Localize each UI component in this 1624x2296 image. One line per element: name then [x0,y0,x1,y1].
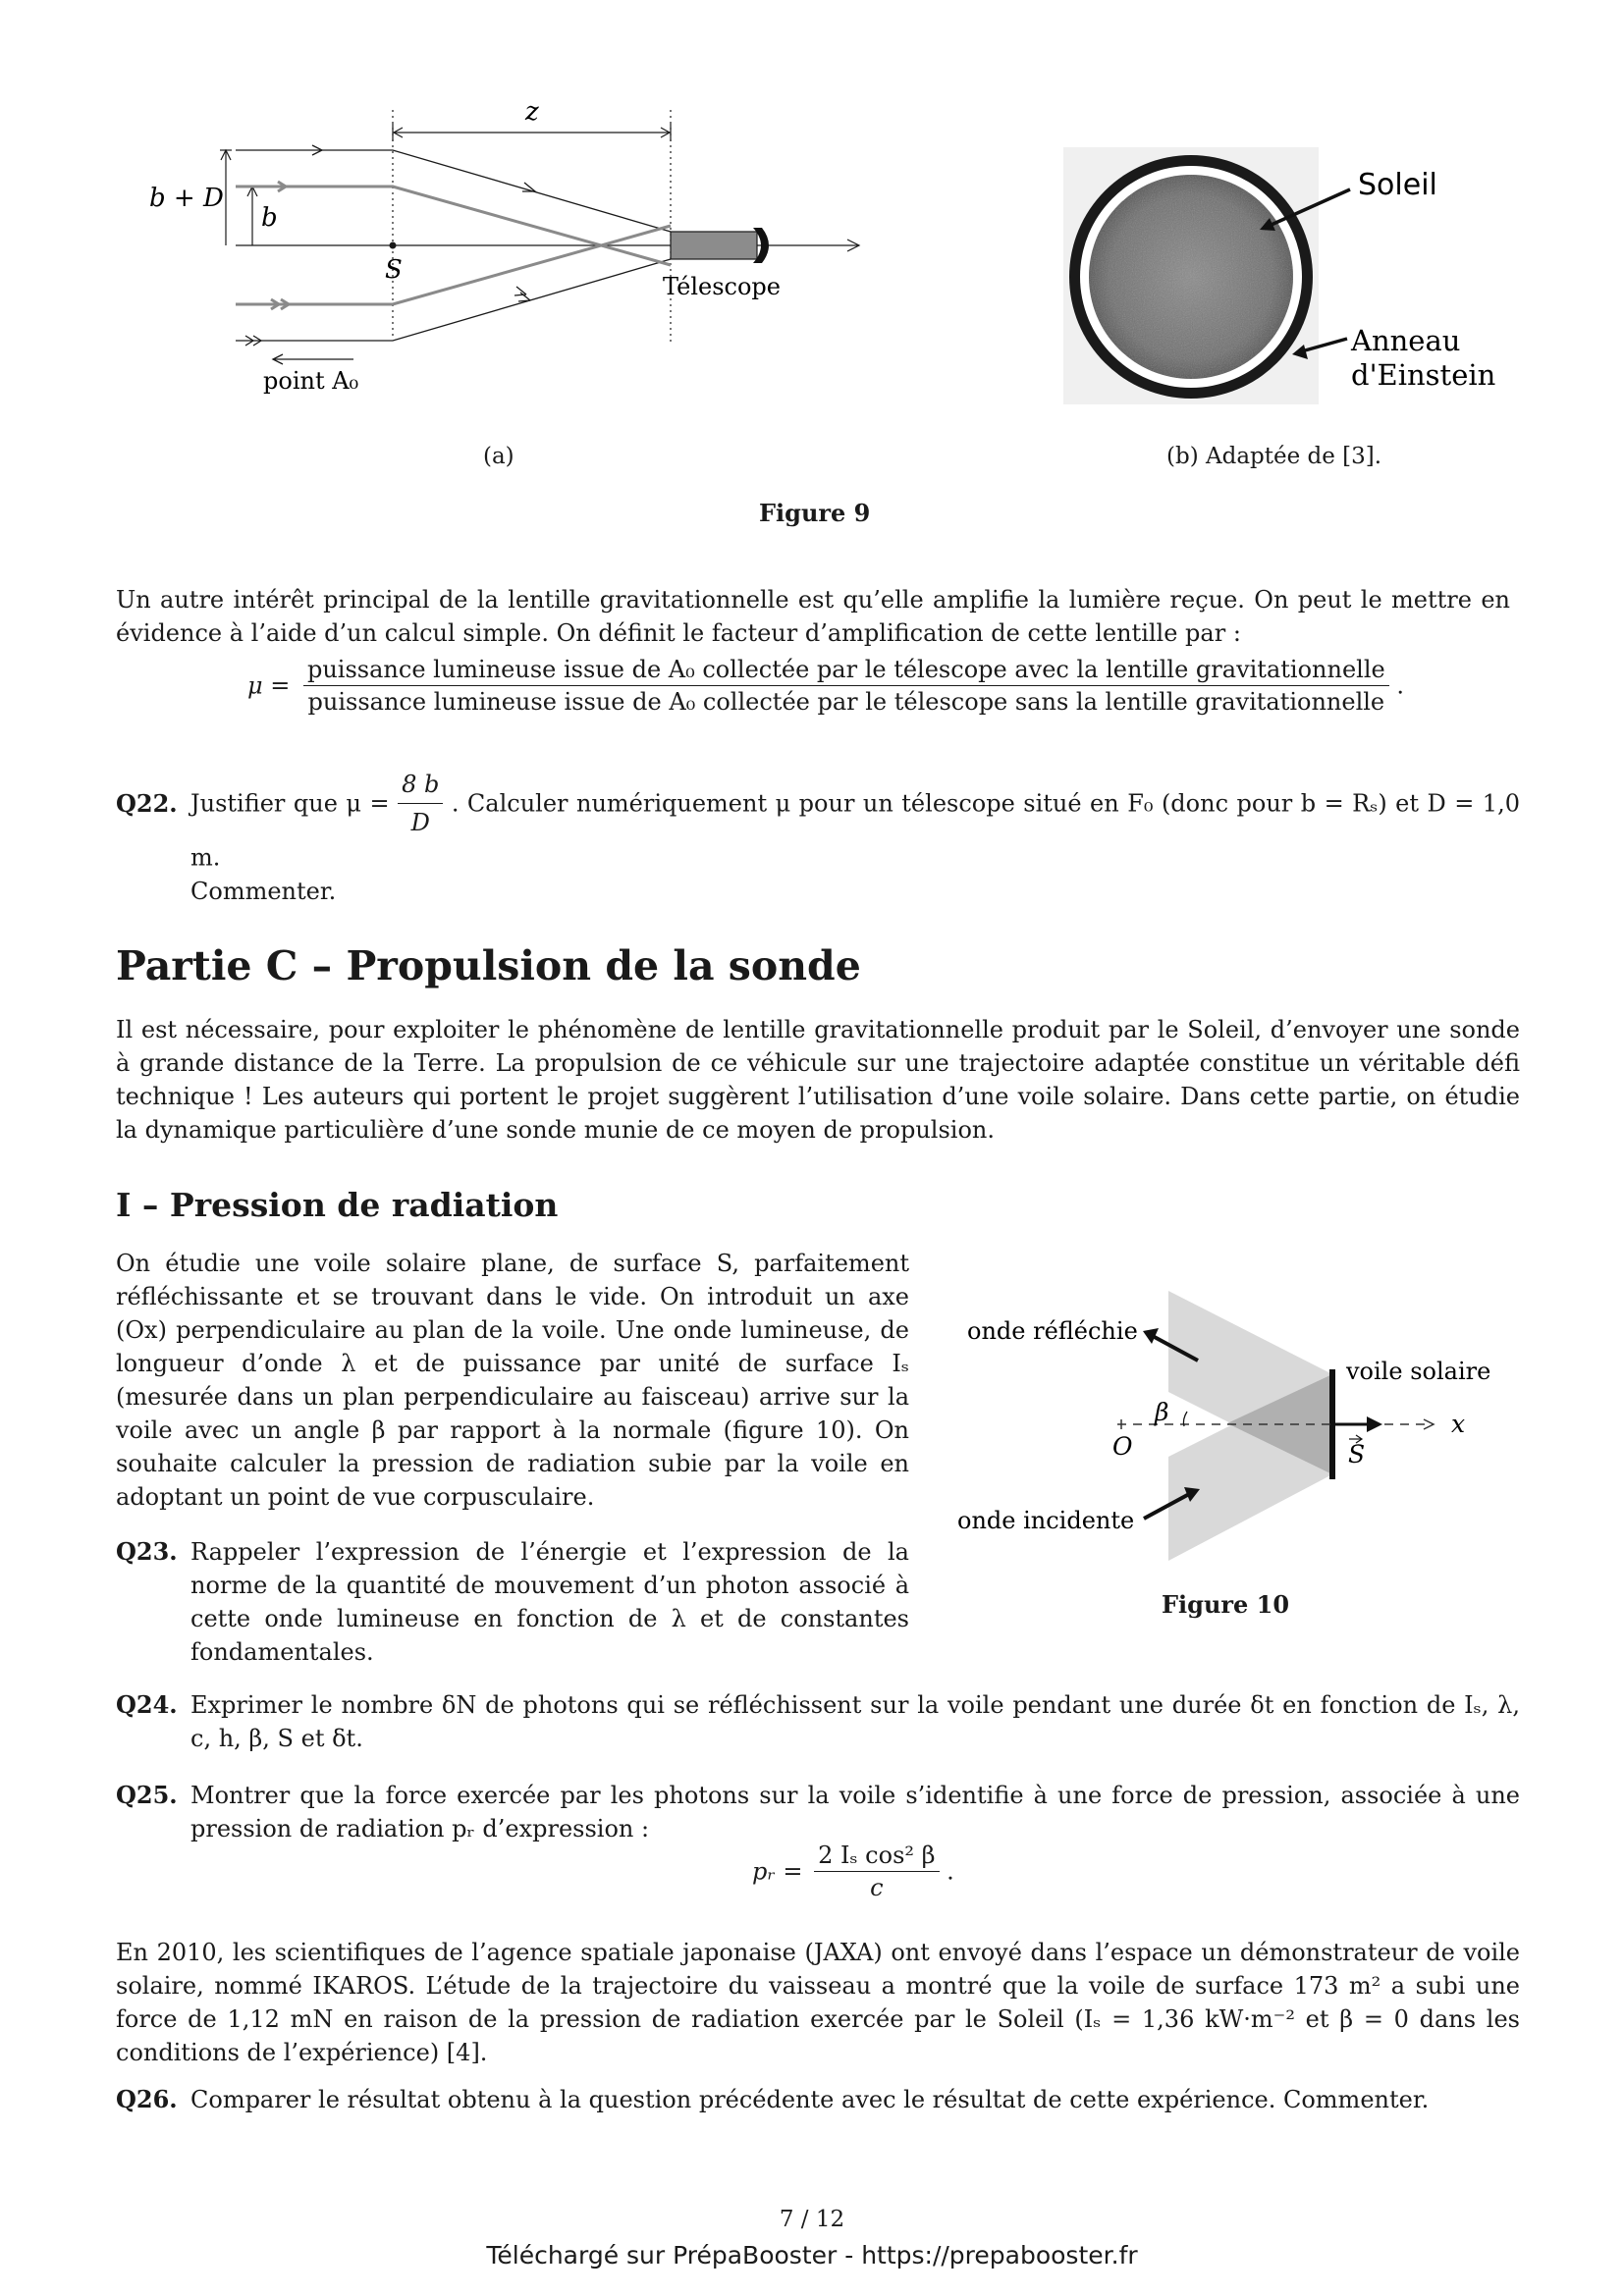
q25-text: Montrer que la force exercée par les photons sur la voile s’identifie à une force de pression, associée à une pression de radiation pᵣ d’expression : [190,1782,1520,1842]
label-voile-solaire: voile solaire [1346,1358,1491,1385]
q25-eq-end: . [947,1857,954,1886]
question-q23 [116,1535,909,1669]
q22-frac-num: 8 b [398,768,443,804]
figure9b-caption: (b) Adaptée de [3]. [1166,444,1382,469]
question-q26 [116,2083,1520,2116]
ikaros-paragraph: En 2010, les scientifiques de l’agence spatiale japonaise (JAXA) ont envoyé dans l’espace un démonstrateur de voile solaire, nommé IKAROS. L’étude de la trajectoire du vaisseau a montré que la voile de surface 173 m² a subi une force de 1,12 mN en raison de la pression de radiation exercée par le Soleil (Iₛ = 1,36 kW·m⁻² et β = 0 dans les conditions de l’expérience) [4]. [116,1939,1520,2066]
mu-lhs: μ = [247,671,291,700]
q25-label: Q25. [116,1781,178,1809]
figure9-panel-a [137,93,893,407]
label-soleil: Soleil [1358,168,1437,202]
q25-equation [752,1842,954,1901]
download-notice: Téléchargé sur PrépaBooster - https://prepabooster.fr [486,2241,1138,2269]
label-beta: β [1155,1398,1169,1426]
q24-text: Exprimer le nombre δN de photons qui se réfléchissent sur la voile pendant une durée δt en fonction de Iₛ, λ, c, h, β, S et δt. [190,1691,1520,1752]
figure10 [952,1276,1522,1600]
page-number: 7 / 12 [779,2207,845,2232]
label-onde-reflechie: onde réfléchie [967,1317,1138,1345]
q22-label: Q22. [116,789,178,818]
label-S: S [385,255,403,285]
label-S-vector: S [1348,1440,1366,1468]
label-point-A0: point A₀ [263,367,359,395]
question-q24 [116,1688,1520,1755]
part-c-title: Partie C – Propulsion de la sonde [116,942,861,989]
mu-denominator: puissance lumineuse issue de A₀ collectée par le télescope sans la lentille gravitationnelle [307,688,1385,716]
figure9-panel-b [1056,142,1517,412]
part-c-paragraph: Il est nécessaire, pour exploiter le phénomène de lentille gravitationnelle produit par le Soleil, d’envoyer une sonde à grande distance de la Terre. La propulsion de ce véhicule sur une trajectoire adaptée constitue un véritable défi technique ! Les auteurs qui portent le projet suggèrent l’utilisation d’une voile solaire. Dans cette partie, on étudie la dynamique particulière d’une sonde munie de ce moyen de propulsion. [116,1016,1520,1144]
q22-line2: Commenter. [190,877,337,905]
q22-frac-den: D [410,809,430,836]
q22-pre: Justifier que μ = [190,789,390,818]
q25-eq-lhs: pᵣ = [752,1857,803,1886]
label-b: b [261,203,278,233]
section-i-title: I – Pression de radiation [116,1186,559,1224]
mu-numerator: puissance lumineuse issue de A₀ collectée par le télescope avec la lentille gravitationnelle [303,656,1389,686]
label-onde-incidente: onde incidente [957,1507,1135,1534]
intro-paragraph: Un autre intérêt principal de la lentille gravitationnelle est qu’elle amplifie la lumière reçue. On peut le mettre en évidence à l’aide d’un calcul simple. On définit le facteur d’amplification de cette lentille par : [116,586,1510,647]
q23-label: Q23. [116,1537,178,1566]
q24-label: Q24. [116,1690,178,1719]
section-i-paragraph: On étudie une voile solaire plane, de surface S, parfaitement réfléchissante et se trouvant dans le vide. On introduit un axe (Ox) perpendiculaire au plan de la voile. Une onde lumineuse, de longueur d’onde λ et de puissance par unité de surface Iₛ (mesurée dans un plan perpendiculaire au faisceau) arrive sur la voile avec un angle β par rapport à la normale (figure 10). On souhaite calculer la pression de radiation subie par la voile en adoptant un point de vue corpusculaire. [116,1250,909,1511]
q22-post: . Calculer numériquement μ pour un télescope situé en F₀ (donc pour b = Rₛ) et D = 1,0 m. [190,789,1520,872]
q26-label: Q26. [116,2085,178,2113]
question-q25 [116,1779,1520,1845]
figure9-title: Figure 9 [759,499,871,527]
label-x: x [1451,1410,1466,1438]
question-q22 [116,768,1520,908]
label-z: z [525,97,539,127]
label-einstein: d'Einstein [1351,358,1496,392]
figure9a-caption: (a) [483,444,514,469]
q25-eq-den: c [870,1874,884,1901]
q25-eq-num: 2 Iₛ cos² β [814,1842,939,1872]
label-anneau: Anneau [1351,324,1461,357]
mu-definition [247,656,1404,716]
q23-text: Rappeler l’expression de l’énergie et l’expression de la norme de la quantité de mouvement d’un photon associé à cette onde lumineuse en fonction de λ et de constantes fondamentales. [190,1538,909,1666]
label-b-plus-D: b + D [149,184,224,213]
q26-text: Comparer le résultat obtenu à la question précédente avec le résultat de cette expérience. Commenter. [190,2086,1430,2113]
label-O: O [1112,1432,1133,1461]
figure10-title: Figure 10 [1162,1590,1290,1619]
mu-end: . [1396,671,1404,700]
label-telescope: Télescope [663,273,781,300]
